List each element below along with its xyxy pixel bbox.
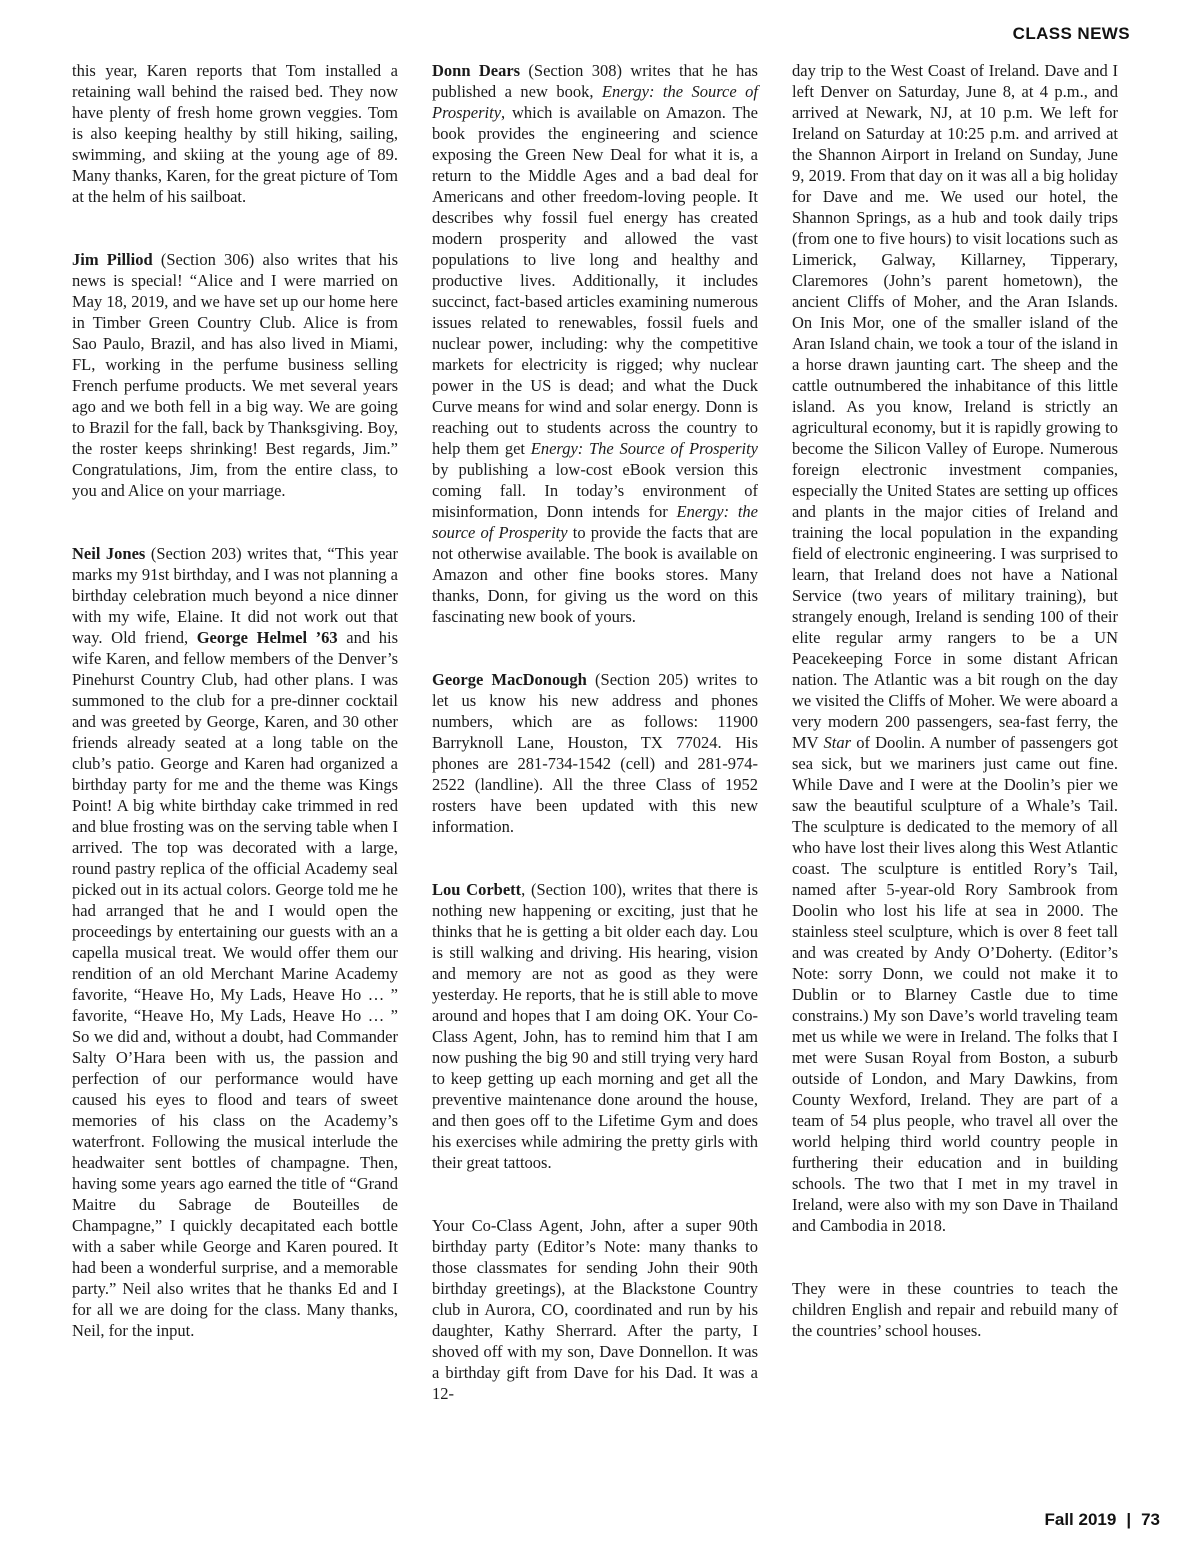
paragraph: [432, 879, 758, 1173]
italic-text-run: Star: [823, 733, 852, 752]
paragraph: [432, 60, 758, 627]
normal-text-run: (Section 308) writes that he has published a new book,: [432, 61, 758, 101]
page-footer: [1044, 1510, 1160, 1530]
paragraph: [72, 543, 398, 1341]
paragraph: [792, 1278, 1118, 1341]
normal-text-run: (Section 306) also writes that his news is special! “Alice and I were married on May 18, 2019, and we have set up our home here in Timber Green Country Club. Alice is from Sao Paulo, Brazil, and has also lived in Miami, FL, working in the perfume business selling French perfume products. We met several years ago and we both fell in a big way. We are going to Brazil for the fall, back by Thanksgiving. Boy, the roster keeps shrinking! Best regards, Jim.” Congratulations, Jim, from the entire class, to you and Alice on your marriage.: [72, 250, 399, 500]
bold-text-run: George MacDonough: [432, 670, 587, 689]
normal-text-run: Your Co-Class Agent, John, after a super 90th birthday party (Editor’s Note: many thanks to those classmates for sending John their 90th birthday greetings), at the Blackstone Country club in Aurora, CO, coordinated and run by his daughter, Kathy Sherrard. After the party, I shoved off with my son, Dave Donnellon. It was a birthday gift from Dave for his Dad. It was a 12-: [432, 1216, 758, 1403]
bold-text-run: Jim Pilliod: [72, 250, 153, 269]
normal-text-run: (Section 203) writes that, “This year marks my 91st birthday, and I was not planning a birthday celebration much beyond a nice dinner with my wife, Elaine. It did not work out that way. Old friend,: [72, 544, 398, 647]
normal-text-run: to provide the facts that are not otherwise available. The book is available on Amazon and other fine books stores. Many thanks, Donn, for giving us the word on this fascinating new book of yours.: [432, 523, 758, 626]
footer-issue: Fall 2019: [1044, 1510, 1117, 1529]
section-title: CLASS NEWS: [1012, 24, 1130, 43]
paragraph: [432, 1215, 758, 1404]
paragraph: [792, 60, 1118, 1236]
bold-text-run: George Helmel ’63: [196, 628, 338, 647]
text-column-right: [792, 60, 1118, 1341]
italic-text-run: Energy: the Source of Prosperity: [432, 82, 758, 122]
paragraph: [72, 60, 398, 207]
footer-page-number: 73: [1141, 1510, 1160, 1529]
text-column-middle: [432, 60, 758, 1404]
text-column-left: [72, 60, 398, 1341]
paragraph: [72, 249, 398, 501]
normal-text-run: , (Section 100), writes that there is nothing new happening or exciting, just that he thinks that he is getting a bit older each day. Lou is still walking and driving. His hearing, vision and memory are not as good as they were yesterday. He reports, that he is still able to move around and hopes that I am doing OK. Your Co-Class Agent, John, has to remind him that I am now pushing the big 90 and still trying very hard to keep getting up each morning and get all the preventive maintenance done around the house, and then goes off to the Lifetime Gym and does his exercises while admiring the pretty girls with their great tattoos.: [432, 880, 758, 1172]
bold-text-run: Donn Dears: [432, 61, 521, 80]
bold-text-run: Lou Corbett: [432, 880, 522, 899]
page-header: [1013, 24, 1130, 44]
italic-text-run: Energy: the source of Prosperity: [432, 502, 759, 542]
footer-separator: |: [1126, 1510, 1132, 1529]
normal-text-run: by publishing a low-cost eBook version this coming fall. In today’s environment of misinformation, Donn intends for: [432, 460, 758, 521]
normal-text-run: day trip to the West Coast of Ireland. Dave and I left Denver on Saturday, June 8, at 4 p.m., and arrived at Newark, NJ, at 10 p.m. We left for Ireland on Saturday at 10:25 p.m. and arrived at the Shannon Airport in Ireland on Sunday, June 9, 2019. From that day on it was all a big holiday for Dave and me. We used our hotel, the Shannon Springs, as a hub and took daily trips (from one to five hours) to visit locations such as Limerick, Galway, Killarney, Tipperary, Claremores (John’s parent hometown), the ancient Cliffs of Moher, and the Aran Islands. On Inis Mor, one of the smaller island of the Aran Island chain, we took a tour of the island in a horse drawn jaunting cart. The sheep and the cattle outnumbered the inhabitance of this little island. As you know, Ireland is strictly an agricultural economy, but it is rapidly growing to become the Silicon Valley of Europe. Numerous foreign electronic investment companies, especially the United States are setting up offices and plants in the major cities of Ireland and training the local population in the expanding field of electronic engineering. I was surprised to learn, that Ireland does not have a National Service (two years of military training), but strangely enough, Ireland is sending 100 of their elite regular army rangers to be a UN Peacekeeping Force in some distant African nation. The Atlantic was a bit rough on the day we visited the Cliffs of Moher. We were aboard a very modern 200 passengers, sea-fast ferry, the MV: [792, 61, 1118, 752]
normal-text-run: (Section 205) writes to let us know his new address and phones numbers, which are as follows: 11900 Barryknoll Lane, Houston, TX 77024. His phones are 281-734-1542 (cell) and 281-974-2522 (landline). All the three Class of 1952 rosters have been updated with this new information.: [432, 670, 758, 836]
paragraph: [432, 669, 758, 837]
normal-text-run: , which is available on Amazon. The book provides the engineering and science exposing the Green New Deal for what it is, a return to the Middle Ages and a bad deal for Americans and other freedom-loving people. It describes why fossil fuel energy has created modern prosperity and allowed the vast populations to live long and healthy and productive lives. Additionally, it includes succinct, fact-based articles examining numerous issues related to renewables, fossil fuels and nuclear power, including: why the competitive markets for electricity is rigged; why nuclear power in the US is dead; and what the Duck Curve means for wind and solar energy. Donn is reaching out to students across the country to help them get: [432, 103, 758, 458]
bold-text-run: Neil Jones: [72, 544, 146, 563]
normal-text-run: and his wife Karen, and fellow members of the Denver’s Pinehurst Country Club, had other plans. I was summoned to the club for a pre-dinner cocktail and was greeted by George, Karen, and 30 other friends already seated at a long table on the club’s patio. George and Karen had organized a birthday party for me and the theme was Kings Point! A big white birthday cake trimmed in red and blue frosting was on the serving table when I arrived. The top was decorated with a large, round pastry replica of the official Academy seal picked out in its actual colors. George told me he had arranged that he and I would open the proceedings by entertaining our guests with an a capella musical treat. We would offer them our rendition of an old Merchant Marine Academy favorite, “Heave Ho, My Lads, Heave Ho … ” favorite, “Heave Ho, My Lads, Heave Ho … ” So we did and, without a doubt, had Commander Salty O’Hara been with us, the passion and perfection of our performance would have caused his eyes to flood and tears of sweet memories of his class on the Academy’s waterfront. Following the musical interlude the headwaiter sent bottles of champagne. Then, having some years ago earned the title of “Grand Maitre du Sabrage de Bouteilles de Champagne,” I quickly decapitated each bottle with a saber while George and Karen poured. It had been a wonderful surprise, and a memorable party.” Neil also writes that he thanks Ed and I for all we are doing for the class. Many thanks, Neil, for the input.: [72, 628, 398, 1340]
normal-text-run: this year, Karen reports that Tom installed a retaining wall behind the raised bed. They now have plenty of fresh home grown veggies. Tom is also keeping healthy by still hiking, sailing, swimming, and skiing at the young age of 89. Many thanks, Karen, for the great picture of Tom at the helm of his sailboat.: [72, 61, 398, 206]
normal-text-run: They were in these countries to teach the children English and repair and rebuild many of the countries’ school houses.: [792, 1279, 1118, 1340]
italic-text-run: Energy: The Source of Prosperity: [530, 439, 758, 458]
normal-text-run: of Doolin. A number of passengers got sea sick, but we mariners just came out fine. While Dave and I were at the Doolin’s pier we saw the beautiful sculpture of a Whale’s Tail. The sculpture is dedicated to the memory of all who have lost their lives along this West Atlantic coast. The sculpture is entitled Rory’s Tail, named after 5-year-old Rory Sambrook from Doolin who lost his life at sea in 2000. The stainless steel sculpture, which is over 8 feet tall and was created by Andy O’Doherty. (Editor’s Note: sorry Donn, we could not make it to Dublin or to Blarney Castle due to time constrains.) My son Dave’s world traveling team met us while we were in Ireland. The folks that I met were Susan Royal from Boston, a suburb outside of London, and Mary Dawkins, from County Wexford, Ireland. They are part of a team of 54 plus people, who travel all over the world helping third world country people in furthering their education and in building schools. The two that I met in my travel in Ireland, were also with my son Dave in Thailand and Cambodia in 2018.: [792, 733, 1118, 1235]
